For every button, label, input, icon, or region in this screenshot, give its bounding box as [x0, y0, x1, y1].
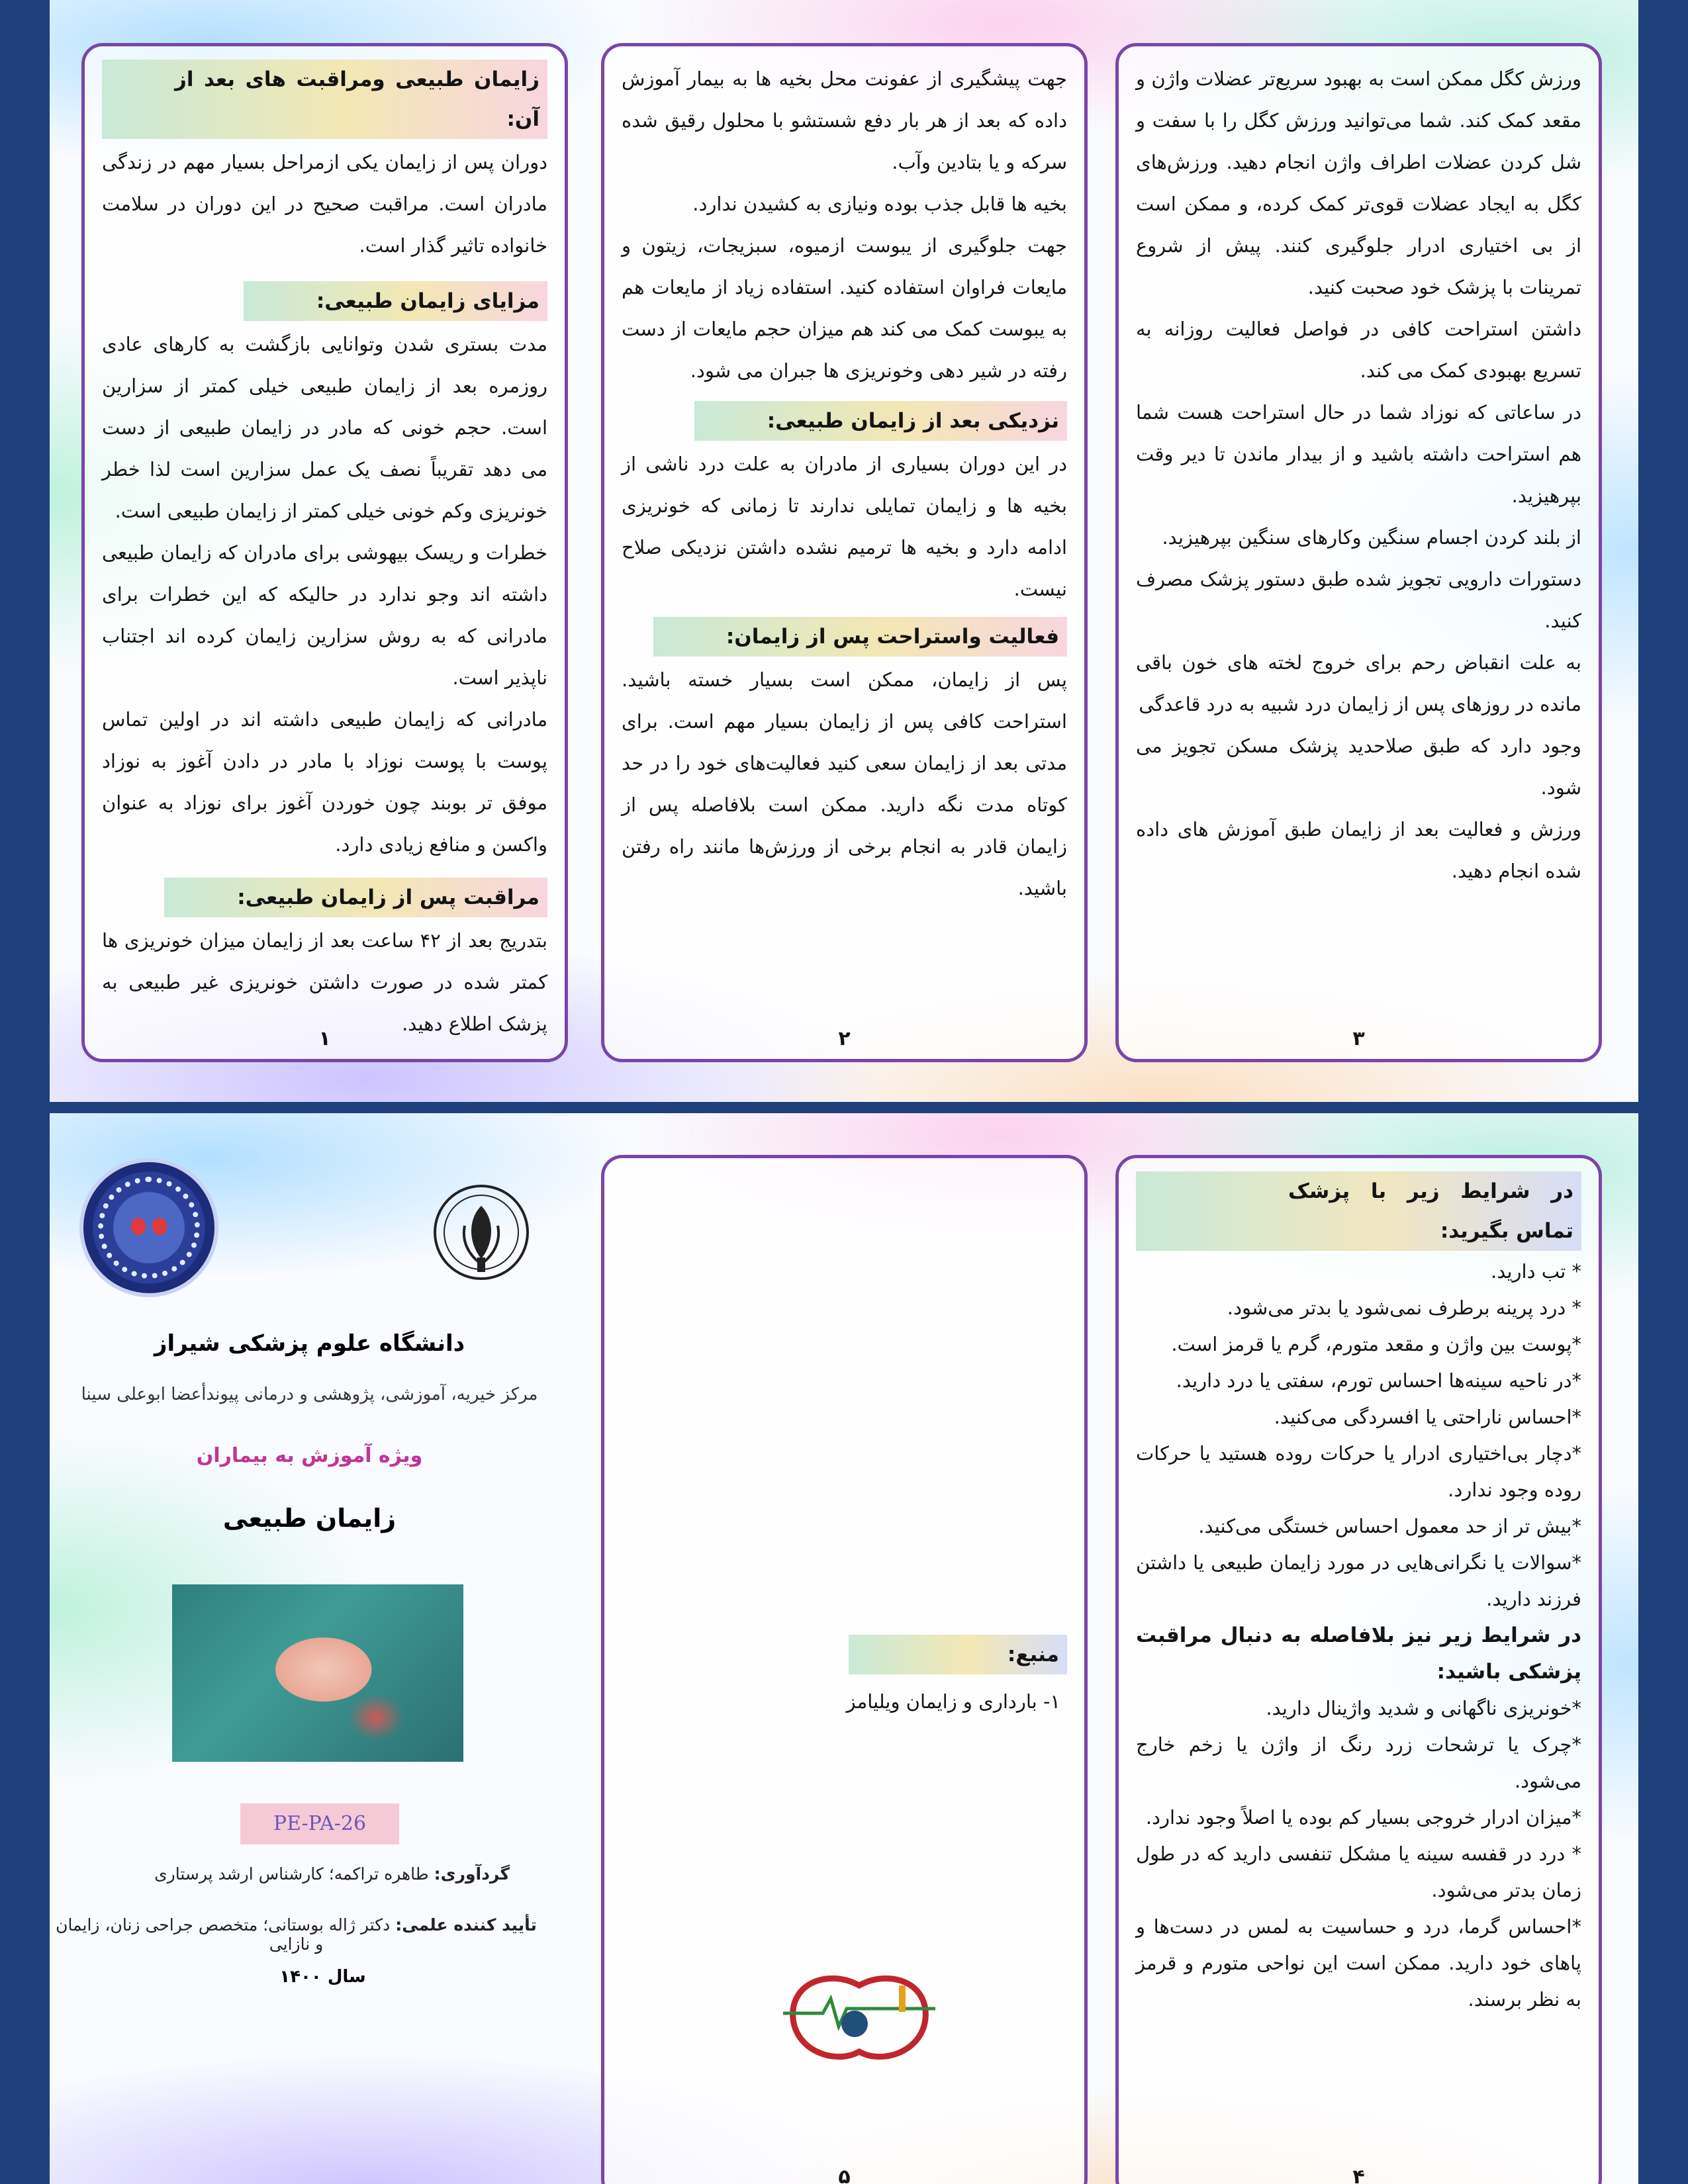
- heading-natural-birth-care: زایمان طبیعی ومراقبت های بعد از آن:: [102, 60, 547, 139]
- list-item: *خونریزی ناگهانی و شدید واژینال دارید.: [1266, 1697, 1581, 1719]
- patient-education-label: ویژه آموزش به بیماران: [196, 1444, 423, 1467]
- paragraph: جهت پیشگیری از عفونت محل بخیه ها به بیمار آموزش داده که بعد از هر بار دفع شستشو با محلول رقیق شده سرکه و یا بتادین وآب.: [622, 68, 1067, 173]
- paragraph: پس از زایمان، ممکن است بسیار خسته باشید. استراحت کافی پس از زایمان بسیار مهم است. برای مدتی بعد از زایمان سعی کنید فعالیت‌های خود را در حد کوتاه مدت نگه دارید. ممکن است بلافاصله پس از زایمان قادر به انجام برخی از ورزش‌ها مانند راه رفتن باشید.: [622, 668, 1067, 899]
- list-item: * درد در قفسه سینه یا مشکل تنفسی دارید که در طول زمان بدتر می‌شود.: [1136, 1843, 1581, 1901]
- paragraph: مدت بستری شدن وتوانایی بازگشت به کارهای عادی روزمره بعد از زایمان طبیعی خیلی کمتر از سزارین است. حجم خونی که مادر در زایمان طبیعی از دست می دهد تقریباً نصف یک عمل سزارین است لذا خطر خونریزی وکم خونی خیلی کمتر از زایمان طبیعی است.: [102, 333, 547, 522]
- page-number: ۱: [318, 1027, 331, 1050]
- heading-contact-doctor: در شرایط زیر با پزشک تماس بگیرید:: [1136, 1171, 1581, 1251]
- paragraph: بخیه ها قابل جذب بوده ونیازی به کشیدن ندارد.: [692, 193, 1067, 215]
- brochure-title: زایمان طبیعی: [222, 1504, 397, 1533]
- page-number: ۵: [838, 2165, 851, 2184]
- paragraph: در این دوران بسیاری از مادران به علت درد ناشی از بخیه ها و زایمان تمایلی ندارند تا زمانی که خونریزی ادامه دارد و بخیه ها ترمیم نشده داشتن نزدیکی صلاح نیست.: [622, 453, 1067, 600]
- paragraph: بتدریج بعد از ۴۲ ساعت بعد از زایمان میزان خونریزی ها کمتر شده در صورت داشتن خونریزی غیر طبیعی به پزشک اطلاع دهید.: [102, 929, 548, 1035]
- paragraph: به علت انقباض رحم برای خروج لخته های خون باقی مانده در روزهای پس از زایمان درد شبیه به درد قاعدگی: [1136, 651, 1581, 715]
- paragraph: ورزش کگل ممکن است به بهبود سریع‌تر عضلات واژن و مقعد کمک کند. شما می‌توانید ورزش کگل را با سفت و شل کردن عضلات اطراف واژن انجام دهید. ورزش‌های کگل به ایجاد عضلات قوی‌تر کمک کرده، و ممکن است از بی اختیاری ادرار جلوگیری کنند. پیش از شروع تمرینات با پزشک خود صحبت کنید.: [1136, 68, 1581, 298]
- logo-dot: [131, 1218, 146, 1235]
- brochure-inside-sheet: [50, 0, 1638, 1102]
- approver-name: دکتر ژاله بوستانی؛ متخصص جراحی زنان، زایمان و نازایی: [56, 1915, 391, 1954]
- university-name: دانشگاه علوم پزشکی شیراز: [154, 1330, 465, 1357]
- paragraph: جهت جلوگیری از یبوست ازمیوه، سبزیجات، زیتون و مایعات فراوان استفاده کنید. استفاده زیاد از مایعات هم به یبوست کمک می کند هم میزان حجم مایعات از دست رفته در شیر دهی وخونریزی ها جبران می شود.: [622, 234, 1067, 382]
- compiler-line: [154, 1864, 510, 1884]
- paragraph: دوران پس از زایمان یکی ازمراحل بسیار مهم در زندگی مادران است. مراقبت صحیح در این دوران در سلامت خانواده تاثیر گذار است.: [102, 151, 547, 257]
- list-item: * درد پرینه برطرف نمی‌شود یا بدتر می‌شود.: [1227, 1297, 1581, 1319]
- health-education-unit-logo: [776, 1972, 942, 2065]
- logo-ring: [98, 1177, 200, 1279]
- list-item: *میزان ادرار خروجی بسیار کم بوده یا اصلاً وجود ندارد.: [1145, 1806, 1581, 1829]
- page-number: ۳: [1352, 1027, 1365, 1050]
- list-item: *احساس گرما، درد و حساسیت به لمس در دست‌ها و پاهای خود دارید. ممکن است این نواحی متورم و قرمز به نظر برسند.: [1136, 1915, 1581, 2011]
- page-5-panel: [601, 1155, 1088, 2184]
- paragraph: ورزش و فعالیت بعد از زایمان طبق آموزش های داده شده انجام دهید.: [1136, 818, 1581, 882]
- document-code: PE-PA-26: [240, 1803, 399, 1844]
- cover-page: [50, 1113, 569, 2184]
- newborn-photo: [172, 1584, 463, 1762]
- paragraph: مادرانی که زایمان طبیعی داشته اند در اولین تماس پوست با پوست نوزاد با مادر در دادن آغوز به نوزاد موفق تر بوبند چون خوردن آغوز برای نوزاد به عنوان واکسن و منافع زیادی دارد.: [102, 708, 547, 856]
- page-1-panel: [81, 43, 568, 1062]
- shiraz-university-logo: [428, 1179, 534, 1305]
- paragraph: در ساعاتی که نوزاد شما در حال استراحت هست شما هم استراحت داشته باشید و از بیدار ماندن تا دیر وقت بپرهیزید.: [1136, 401, 1581, 507]
- heading-intercourse: نزدیکی بعد از زایمان طبیعی:: [694, 401, 1067, 441]
- source-heading: منبع:: [849, 1635, 1067, 1674]
- heading-benefits: مزایای زایمان طبیعی:: [244, 281, 547, 321]
- publication-year: سال ۱۴۰۰: [279, 1967, 366, 1987]
- paragraph: وجود دارد که طبق صلاحدید پزشک مسکن تجویز می شود.: [1136, 735, 1581, 799]
- list-item: *دچار بی‌اختیاری ادرار یا حرکات روده هستید یا حرکات روده وجود ندارد.: [1136, 1442, 1581, 1501]
- brochure-outside-sheet: [50, 1113, 1638, 2184]
- source-item: ۱- بارداری و زایمان ویلیامز: [846, 1690, 1060, 1713]
- compiler-name: طاهره تراکمه؛ کارشناس ارشد پرستاری: [154, 1864, 429, 1884]
- organ-transplant-center-logo: [79, 1158, 218, 1297]
- page-4-panel: [1115, 1155, 1602, 2184]
- heading-activity-rest: فعالیت واستراحت پس از زایمان:: [653, 617, 1067, 657]
- list-item: * تب دارید.: [1491, 1260, 1581, 1283]
- list-item: *بیش تر از حد معمول احساس خستگی می‌کنید.: [1198, 1515, 1581, 1537]
- paragraph: داشتن استراحت کافی در فواصل فعالیت روزانه به تسریع بهبودی کمک می کند.: [1136, 318, 1581, 382]
- page-number: ۴: [1352, 2165, 1365, 2184]
- compiler-label: گردآوری:: [434, 1864, 510, 1884]
- paragraph: از بلند کردن اجسام سنگین وکارهای سنگین بپرهیزید.: [1162, 526, 1581, 549]
- approver-label: تأیید کننده علمی:: [395, 1915, 537, 1934]
- heading-urgent-care: در شرایط زیر نیز بلافاصله به دنبال مراقبت پزشکی باشید:: [1136, 1623, 1581, 1684]
- list-item: *سوالات یا نگرانی‌هایی در مورد زایمان طبیعی یا داشتن فرزند دارید.: [1136, 1551, 1581, 1610]
- approver-line: [50, 1915, 543, 1954]
- center-name: مرکز خیریه، آموزشی، پژوهشی و درمانی پیوندأعضا ابوعلی سینا: [81, 1385, 538, 1404]
- list-item: *احساس ناراحتی یا افسردگی می‌کنید.: [1274, 1406, 1581, 1428]
- paragraph: دستورات دارویی تجویز شده طبق دستور پزشک مصرف کنید.: [1136, 568, 1581, 632]
- list-item: *در ناحیه سینه‌ها احساس تورم، سفتی یا درد دارید.: [1176, 1369, 1581, 1392]
- page-3-panel: [1115, 43, 1602, 1062]
- paragraph: خطرات و ریسک بیهوشی برای مادران که زایمان طبیعی داشته اند وجو ندارد در حالیکه که این خطرات برای مادرانی که به روش سزارین زایمان کرده اند اجتناب ناپذیر است.: [102, 541, 547, 689]
- list-item: *پوست بین واژن و مقعد متورم، گرم یا قرمز است.: [1171, 1333, 1581, 1355]
- logo-dot: [152, 1218, 167, 1235]
- page-number: ۲: [838, 1027, 851, 1050]
- list-item: *چرک یا ترشحات زرد رنگ از واژن یا زخم خارج می‌شود.: [1136, 1733, 1581, 1792]
- page-2-panel: [601, 43, 1088, 1062]
- heading-postpartum-care: مراقبت پس از زایمان طبیعی:: [164, 878, 547, 917]
